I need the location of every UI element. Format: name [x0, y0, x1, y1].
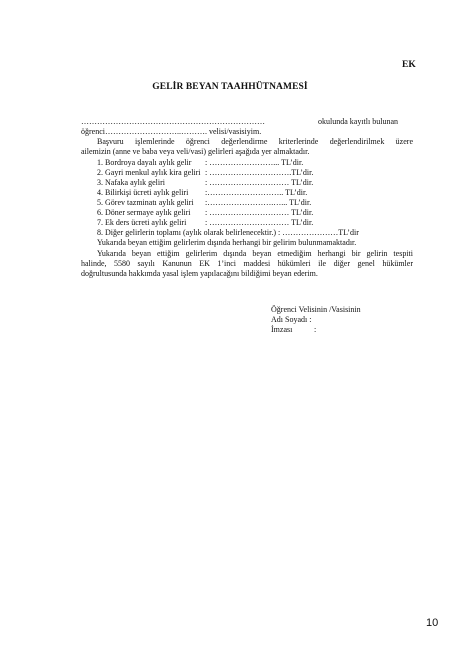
income-item	[97, 158, 303, 168]
income-item	[97, 188, 307, 198]
income-item-value: : ………………………… TL’dir.	[205, 178, 314, 187]
income-item	[97, 168, 313, 178]
document-title: GELİR BEYAN TAAHHÜTNAMESİ	[152, 82, 308, 92]
income-item-label: 6. Döner sermaye aylık geliri	[97, 208, 191, 217]
income-item-label: 5. Görev tazminatı aylık geliri	[97, 198, 194, 207]
no-other-income-statement: Yukarıda beyan ettiğim gelirlerim dışında herhangi bir gelirim bulunmamaktadır.	[97, 238, 357, 247]
income-item	[97, 198, 311, 208]
name-label: Adı Soyadı :	[271, 315, 312, 324]
paragraph-1-line-2: ailemizin (anne ve baba veya veli/vasi) gelirleri aşağıda yer almaktadır.	[81, 147, 310, 156]
income-item-value: : ………………………… TL’dir.	[205, 218, 314, 227]
signature-colon: :	[314, 325, 317, 334]
page-number: 10	[426, 617, 439, 629]
income-item-label: 7. Ek ders ücreti aylık geliri	[97, 218, 187, 227]
paragraph-2-line-2: halinde, 5580 sayılı Kanunun EK 1’inci maddesi hükümleri ile diğer genel hükümler	[81, 259, 413, 268]
annex-label: EK	[402, 60, 416, 70]
income-item-value: : ……………………... TL’dir.	[205, 158, 304, 167]
income-item-value: : ………………………… TL’dir.	[205, 208, 314, 217]
income-item-value: :…………………….…... TL’dir.	[205, 198, 312, 207]
signature-label: İmzası	[271, 325, 293, 334]
intro-line-2: öğrenci………………………..………. velisi/vasisiyim.	[81, 127, 262, 136]
paragraph-1-line-1: Başvuru işlemlerinde öğrenci değerlendirme kriterlerinde değerlendirilmek üzere	[97, 137, 413, 146]
signature-header: Öğrenci Velisinin /Vasisinin	[271, 305, 361, 314]
other-income-item: 8. Diğer gelirlerin toplamı (aylık olarak belirlenecektir.) : …………………TL’dir	[97, 228, 359, 237]
income-item	[97, 178, 313, 188]
income-item-label: 4. Bilirkişi ücreti aylık geliri	[97, 188, 189, 197]
intro-line-1-text: okulunda kayıtlı bulunan	[318, 117, 398, 126]
intro-line-1	[81, 117, 265, 127]
income-item-value: :……………………….. TL’dir.	[205, 188, 308, 197]
income-item	[97, 208, 313, 218]
income-item-value: : ………………………….TL’dir.	[205, 168, 314, 177]
income-item	[97, 218, 313, 228]
paragraph-2-line-3: doğrultusunda hakkımda yasal işlem yapılacağını bildiğimi beyan ederim.	[81, 269, 318, 278]
school-name-blank: ……………………………………………………………	[81, 117, 265, 126]
income-item-label: 1. Bordroya dayalı aylık gelir	[97, 158, 192, 167]
income-item-label: 3. Nafaka aylık geliri	[97, 178, 165, 187]
paragraph-2-line-1: Yukarıda beyan ettiğim gelirlerim dışında beyan etmediğim herhangi bir gelirin tespiti	[97, 249, 413, 258]
signature-row	[271, 325, 316, 335]
income-item-label: 2. Gayri menkul aylık kira geliri	[97, 168, 201, 177]
